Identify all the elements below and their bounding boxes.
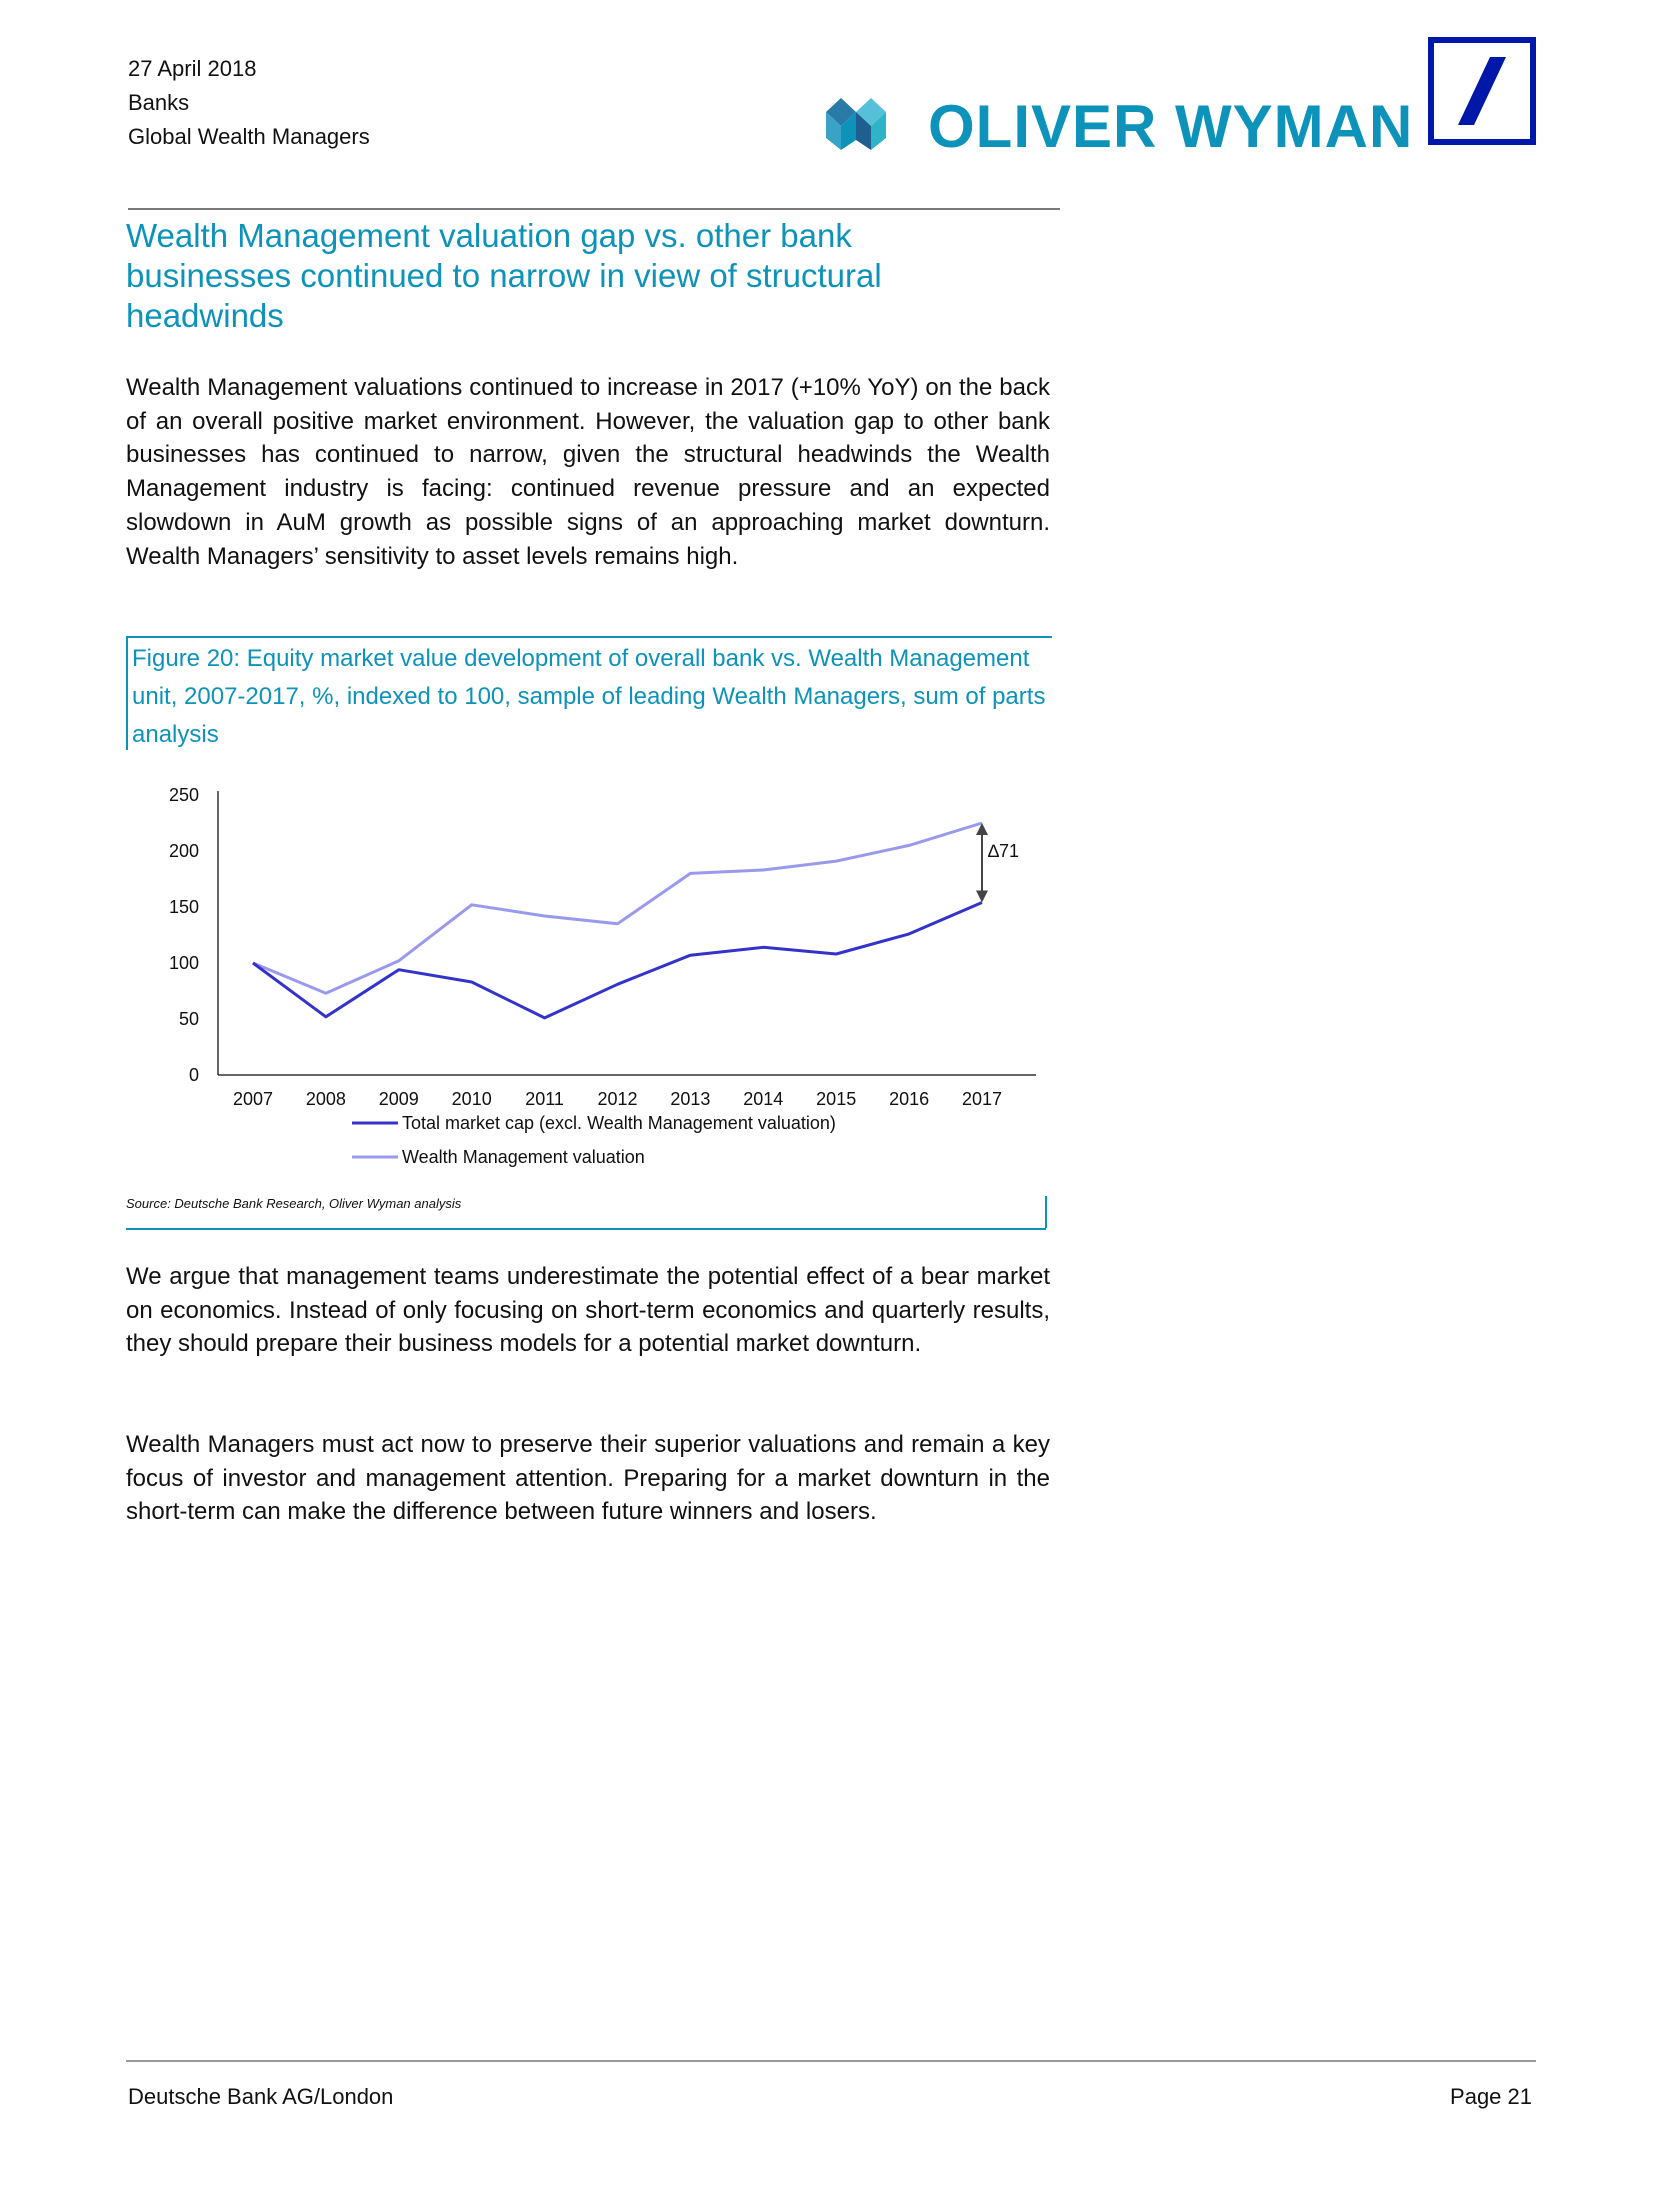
legend-label: Total market cap (excl. Wealth Management valuation) (402, 1113, 836, 1133)
x-tick-label: 2009 (378, 1089, 419, 1109)
footer-divider (126, 2060, 1536, 2062)
x-tick-label: 2013 (670, 1089, 711, 1109)
x-tick-label: 2012 (597, 1089, 638, 1109)
x-tick-label: 2017 (961, 1089, 1003, 1109)
deutsche-bank-logo-icon (1428, 37, 1536, 145)
delta-arrow-head-down (976, 891, 988, 903)
report-name: Global Wealth Managers (128, 124, 370, 149)
y-tick-label: 250 (168, 785, 199, 805)
body-paragraph-2: We argue that management teams underestimate the potential effect of a bear market on economics. Instead of only focusing on short-term economics and quarterly results, they should prepare their business models for a potential market downturn. (126, 1263, 1050, 1358)
footer-publisher: Deutsche Bank AG/London (128, 2084, 394, 2109)
y-tick-label: 100 (168, 953, 199, 973)
x-tick-label: 2015 (816, 1089, 857, 1109)
top-divider (128, 208, 1060, 210)
report-sector: Banks (128, 90, 190, 115)
series-line-total-market-cap (253, 903, 982, 1018)
figure-frame-bottom (126, 1228, 1046, 1230)
page-number: Page 21 (1450, 2084, 1532, 2109)
delta-label: ∆71 (988, 840, 1020, 861)
y-tick-label: 50 (178, 1009, 199, 1029)
oliver-wyman-wordmark: OLIVER WYMAN (928, 93, 1414, 160)
x-tick-label: 2008 (305, 1089, 346, 1109)
legend-label: Wealth Management valuation (402, 1147, 645, 1167)
x-tick-label: 2010 (451, 1089, 492, 1109)
section-heading: Wealth Management valuation gap vs. other bank businesses continued to narrow in view of structural headwinds (126, 217, 882, 334)
x-tick-label: 2011 (525, 1089, 564, 1109)
y-tick-label: 150 (168, 897, 199, 917)
line-chart (126, 765, 1056, 1185)
series-line-wealth-management (253, 823, 982, 993)
oliver-wyman-logo-icon (826, 98, 886, 150)
y-tick-label: 200 (168, 841, 199, 861)
x-tick-label: 2007 (232, 1089, 274, 1109)
x-tick-label: 2016 (889, 1089, 930, 1109)
body-paragraph-1: Wealth Management valuations continued to increase in 2017 (+10% YoY) on the back of an overall positive market environment. However, the valuation gap to other bank businesses has continued to narrow, given the structural headwinds the Wealth Management industry is facing: continued revenue pressure and an expected slowdown in AuM growth as possible signs of an approaching market downturn. Wealth Managers’ sensitivity to asset levels remains high. (126, 374, 1050, 570)
x-tick-label: 2014 (743, 1089, 784, 1109)
y-tick-label: 0 (188, 1065, 199, 1085)
figure-frame-right (1045, 1196, 1047, 1228)
figure-source: Source: Deutsche Bank Research, Oliver Wyman analysis (126, 1196, 462, 1211)
report-date: 27 April 2018 (128, 56, 257, 81)
figure-title: Figure 20: Equity market value development of overall bank vs. Wealth Management unit, 2007-2017, %, indexed to 100, sample of leading Wealth Managers, sum of parts analysis (132, 645, 1046, 748)
body-paragraph-3: Wealth Managers must act now to preserve their superior valuations and remain a key focus of investor and management attention. Preparing for a market downturn in the short-term can make the difference between future winners and losers. (126, 1431, 1050, 1526)
report-meta (128, 52, 370, 154)
